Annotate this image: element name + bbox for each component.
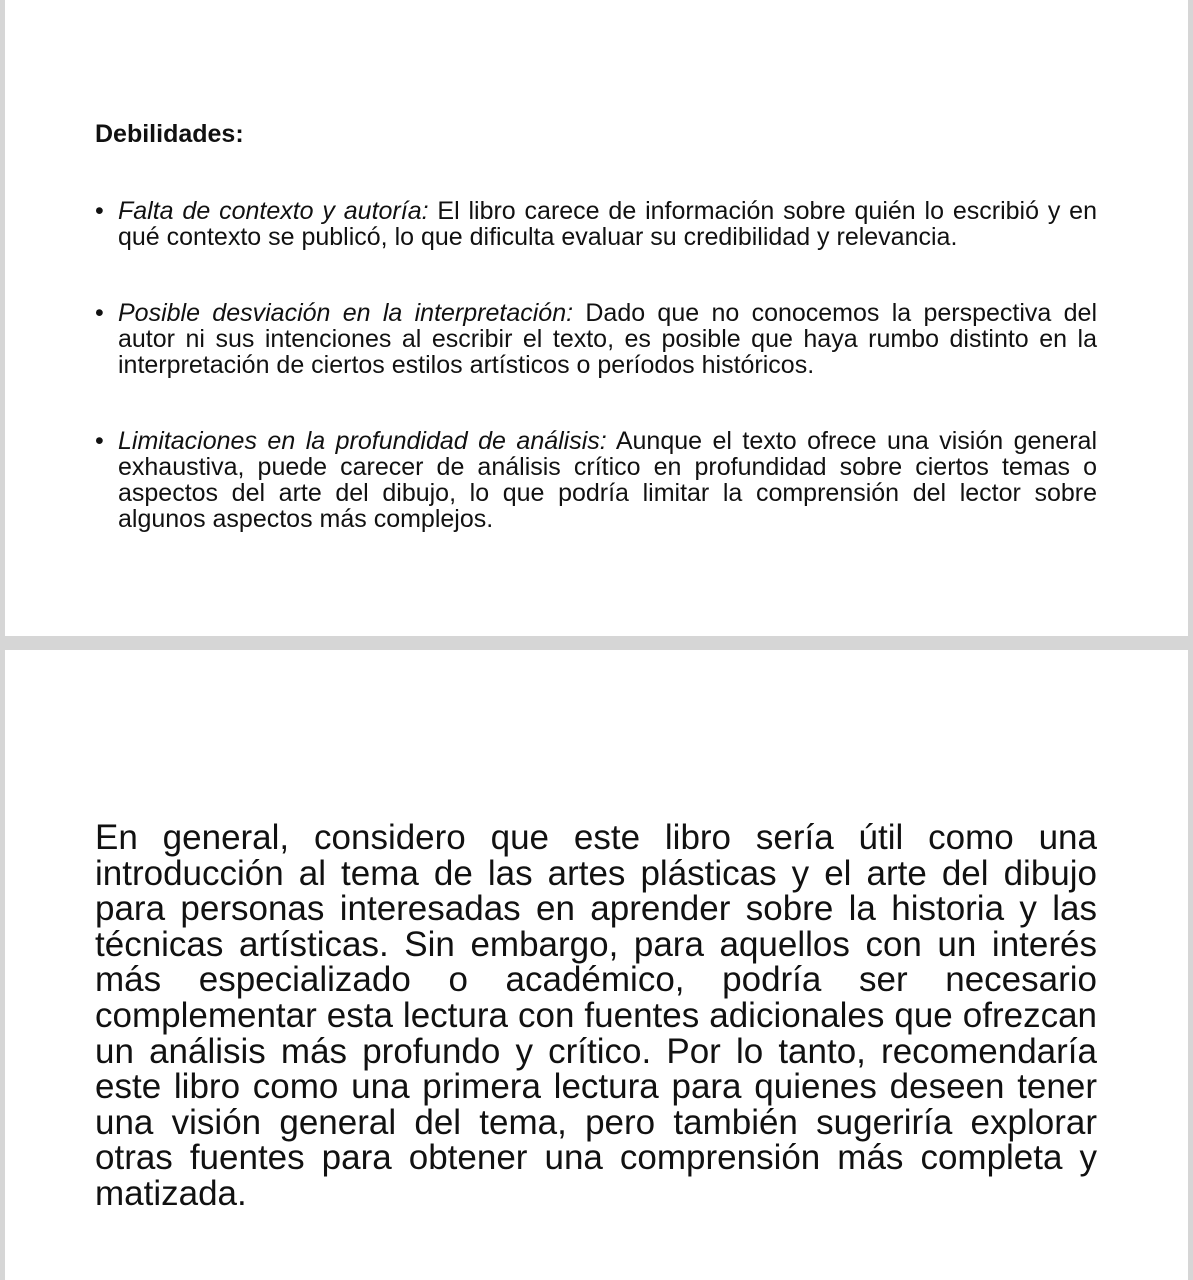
list-item xyxy=(95,198,1097,250)
section-heading: Debilidades: xyxy=(95,120,244,148)
list-item xyxy=(95,300,1097,378)
bullet-icon: • xyxy=(95,197,104,225)
bullet-icon: • xyxy=(95,299,104,327)
bullet-term: Posible desviación en la interpretación: xyxy=(118,299,574,327)
bullet-icon: • xyxy=(95,427,104,455)
bullet-term: Limitaciones en la profundidad de análisis: xyxy=(118,427,607,455)
page-1 xyxy=(5,0,1188,636)
conclusion-paragraph: En general, considero que este libro sería útil como una introducción al tema de las artes plásticas y el arte del dibujo para personas interesadas en aprender sobre la historia y las técnicas artísticas. Sin embargo, para aquellos con un interés más especializado o académico, podría ser necesario complementar esta lectura con fuentes adicionales que ofrezcan un análisis más profundo y crítico. Por lo tanto, recomendaría este libro como una primera lectura para quienes deseen tener una visión general del tema, pero también sugeriría explorar otras fuentes para obtener una comprensión más completa y matizada. xyxy=(95,818,1097,1213)
page-2 xyxy=(5,650,1188,1280)
list-item xyxy=(95,428,1097,532)
bullet-text: El libro carece de información sobre quién lo escribió y en qué contexto se publicó, lo que dificulta evaluar su credibilidad y relevancia. xyxy=(118,197,1097,251)
bullet-term: Falta de contexto y autoría: xyxy=(118,197,429,225)
bullet-text: Aunque el texto ofrece una visión general exhaustiva, puede carecer de análisis crítico en profundidad sobre ciertos temas o aspectos del arte del dibujo, lo que podría limitar la comprensión del lector sobre algunos aspectos más complejos. xyxy=(118,427,1097,533)
weaknesses-list xyxy=(95,198,1097,532)
bullet-text: Dado que no conocemos la perspectiva del autor ni sus intenciones al escribir el texto, es posible que haya rumbo distinto en la interpretación de ciertos estilos artísticos o períodos históricos. xyxy=(118,299,1097,379)
